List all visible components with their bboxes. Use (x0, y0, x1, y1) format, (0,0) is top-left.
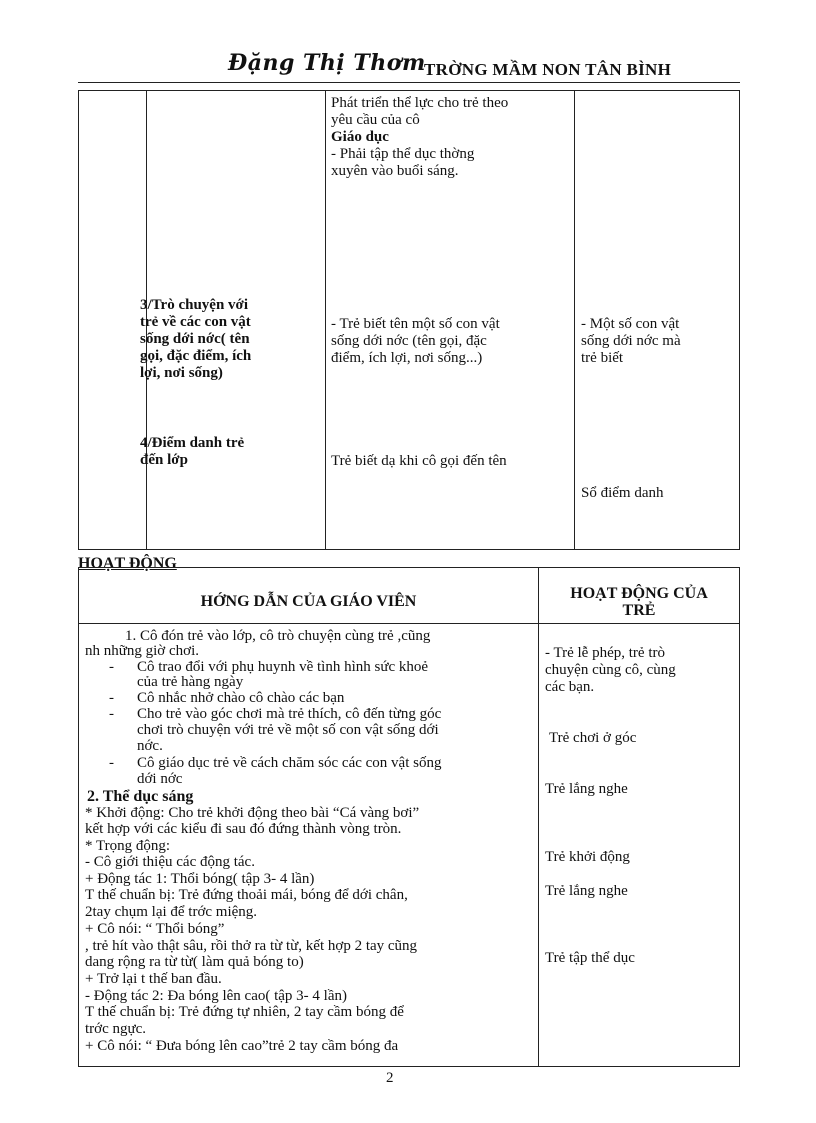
school-name: TRỜNG MẦM NON TÂN BÌNH (424, 60, 672, 79)
teacher-line: 2tay chụm lại để trớc miệng. (85, 904, 258, 920)
teacher-line: nớc. (137, 738, 163, 754)
table-divider (325, 91, 326, 549)
child-activity: Trẻ lắng nghe (545, 781, 628, 797)
teacher-line: , trẻ hít vào thật sâu, rồi thở ra từ từ, kết hợp 2 tay cũng (85, 938, 418, 954)
teacher-line: Cô trao đổi với phụ huynh về tình hình sức khoẻ (137, 659, 429, 675)
section-title: HOẠT ĐỘNG (78, 555, 177, 572)
teacher-line: Cô giáo dục trẻ về cách chăm sóc các con vật sống (137, 755, 442, 771)
education-text: - Phải tập thể dục thờng xuyên vào buổi sáng. (331, 146, 475, 179)
table-divider (574, 91, 575, 549)
page-header (78, 46, 740, 83)
child-activity: - Trẻ lễ phép, trẻ trò chuyện cùng cô, cùng các bạn. (545, 645, 676, 695)
teacher-line: Cô nhắc nhở chào cô chào các bạn (137, 690, 345, 706)
teacher-line: + Động tác 1: Thổi bóng( tập 3- 4 lần) (85, 871, 315, 887)
teacher-line: + Trở lại t thế ban đầu. (85, 971, 222, 987)
teacher-line: của trẻ hàng ngày (137, 674, 244, 690)
teacher-line: * Trọng động: (85, 838, 171, 854)
teacher-line: + Cô nói: “ Thổi bóng” (85, 921, 225, 937)
bullet-dash: - (109, 659, 114, 675)
goal-text: Phát triển thể lực cho trẻ theo yêu cầu của cô (331, 95, 509, 128)
author-name: Đặng Thị Thơm (228, 50, 426, 76)
teacher-line: T thế chuẩn bị: Trẻ đứng thoải mái, bóng để dới chân, (85, 887, 408, 903)
goal-3: - Trẻ biết tên một số con vật sống dới nớc (tên gọi, đặc điểm, ích lợi, nơi sống...) (331, 316, 500, 366)
activity-3: 3/Trò chuyện với trẻ về các con vật sống dới nớc( tên gọi, đặc điểm, ích lợi, nơi sống) (140, 297, 252, 381)
activity-4: 4/Điểm danh trẻ đến lớp (140, 435, 245, 468)
teacher-line: T thế chuẩn bị: Trẻ đứng tự nhiên, 2 tay cầm bóng để (85, 1004, 404, 1020)
page-number: 2 (386, 1070, 394, 1086)
education-title: Giáo dục (331, 129, 389, 145)
teacher-line: kết hợp với các kiểu đi sau đó đứng thành vòng tròn. (85, 821, 402, 837)
teacher-line: + Cô nói: “ Đưa bóng lên cao”trẻ 2 tay cầm bóng đa (85, 1038, 399, 1054)
teacher-line: - Động tác 2: Đa bóng lên cao( tập 3- 4 lần) (85, 988, 347, 1004)
teacher-line: 1. Cô đón trẻ vào lớp, cô trò chuyện cùng trẻ ,cũng (125, 628, 431, 644)
teacher-line: Cho trẻ vào góc chơi mà trẻ thích, cô đến từng góc (137, 706, 442, 722)
column-divider (538, 568, 539, 1066)
teacher-line: dang rộng ra từ từ( làm quả bóng to) (85, 954, 304, 970)
bullet-dash: - (109, 706, 114, 722)
child-activity: Trẻ chơi ở góc (549, 730, 637, 746)
plan-table (78, 90, 740, 550)
prep-4: Sổ điểm danh (581, 485, 664, 501)
teacher-line: nh những giờ chơi. (85, 643, 199, 659)
bullet-dash: - (109, 755, 114, 771)
teacher-column-header: HỚNG DẪN CỦA GIÁO VIÊN (200, 593, 417, 610)
child-column-header: HOẠT ĐỘNG CỦA TRẺ (570, 585, 708, 619)
subsection-title: 2. Thể dục sáng (87, 788, 194, 805)
teacher-line: dới nớc (137, 771, 183, 787)
teacher-line: * Khởi động: Cho trẻ khởi động theo bài “Cá vàng bơi” (85, 805, 420, 821)
teacher-line: trớc ngực. (85, 1021, 147, 1037)
child-activity: Trẻ lắng nghe (545, 883, 628, 899)
child-activity: Trẻ tập thể dục (545, 950, 635, 966)
teacher-line: - Cô giới thiệu các động tác. (85, 854, 255, 870)
prep-3: - Một số con vật sống dới nớc mà trẻ biết (581, 316, 681, 366)
header-divider (79, 623, 739, 624)
activity-table (78, 567, 740, 1067)
bullet-dash: - (109, 690, 114, 706)
teacher-line: chơi trò chuyện với trẻ về một số con vật sống dới (137, 722, 439, 738)
child-activity: Trẻ khởi động (545, 849, 630, 865)
goal-4: Trẻ biết dạ khi cô gọi đến tên (331, 453, 507, 469)
